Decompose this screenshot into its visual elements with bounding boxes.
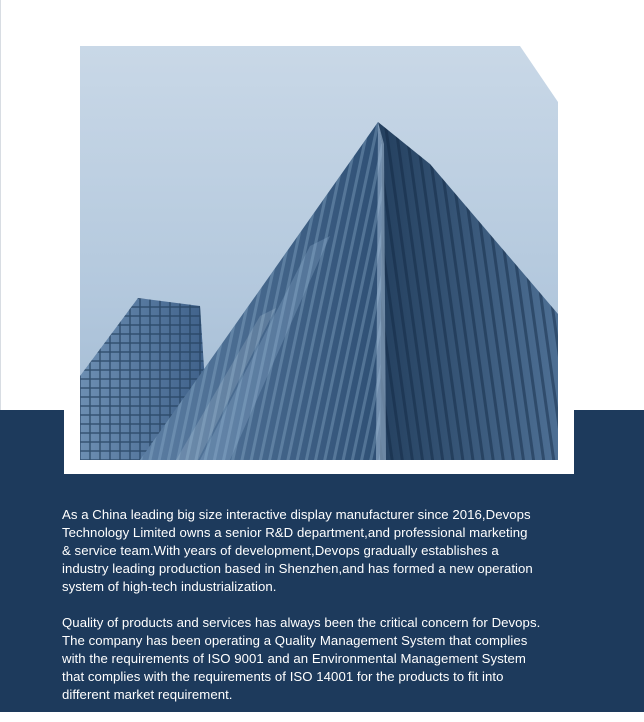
about-paragraph-2: Quality of products and services has always been the critical concern for Devops. The company has been operating a Quality Management System that complies with the requirements of ISO 9001 and an Environmental Management System that complies with the requirements of ISO 14001 for the products to fit into different market requirement. xyxy=(62,615,541,702)
about-paragraph-1: As a China leading big size interactive display manufacturer since 2016,Devops Technology Limited owns a senior R&D department,and professional marketing & service team.With years of development,Devops gradually establishes a industry leading production based in Shenzhen,and has formed a new operation system of high-tech industrialization. xyxy=(62,507,533,594)
about-text xyxy=(62,506,602,722)
left-divider xyxy=(0,0,1,410)
skyscraper-photo xyxy=(80,46,558,460)
